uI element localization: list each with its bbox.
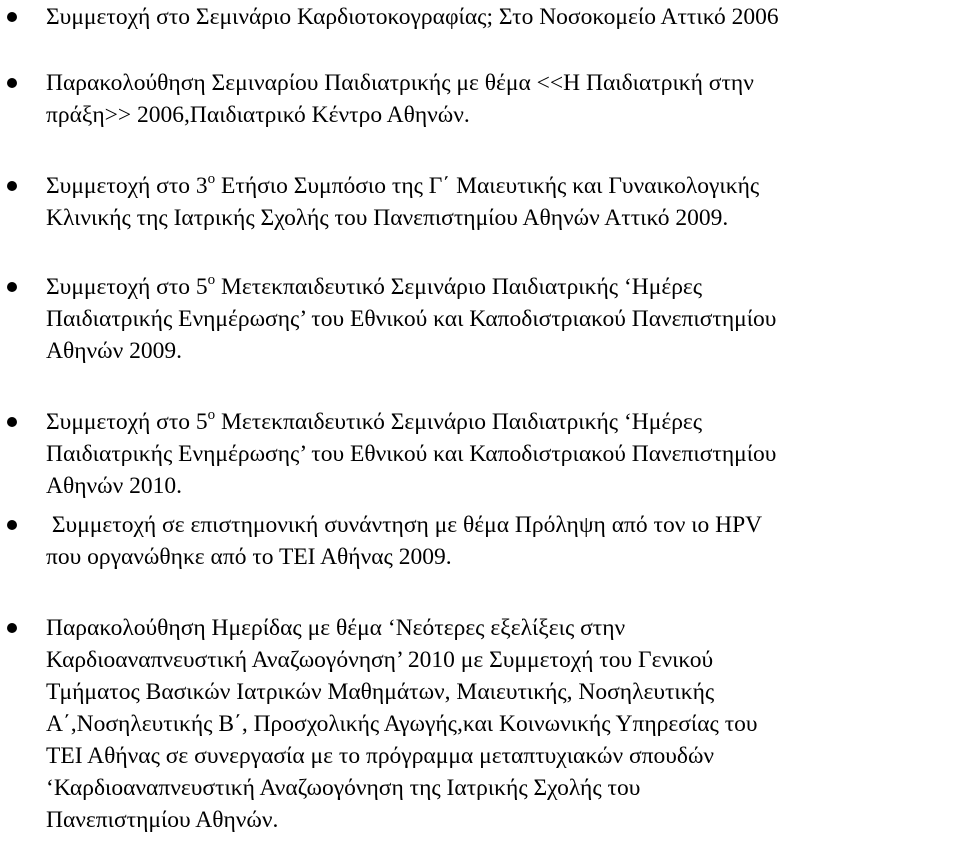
list-item: [46, 170, 958, 234]
item-text-line: Συμμετοχή στο Σεμινάριο Καρδιοτοκογραφίας; Στο Νοσοκομείο Αττικό 2006: [46, 4, 779, 30]
item-first-line: [46, 271, 958, 303]
list-item: [46, 509, 958, 573]
item-text-part: Μετεκπαιδευτικό Σεμινάριο Παιδιατρικής ‘Ημέρες: [215, 274, 703, 300]
item-text-line: ΤΕΙ Αθήνας σε συνεργασία με το πρόγραμμα μεταπτυχιακών σπουδών: [46, 743, 715, 769]
item-text-line: πράξη>> 2006,Παιδιατρικό Κέντρο Αθηνών.: [46, 102, 470, 128]
bullet-icon: [7, 417, 17, 427]
bullet-icon: [7, 12, 17, 22]
item-text-part: Ετήσιο Συμπόσιο της Γ΄ Μαιευτικής και Γυναικολογικής: [215, 173, 760, 199]
list-item: [46, 271, 958, 367]
item-text-part: Συμμετοχή στο 5: [46, 409, 208, 435]
ordinal-superscript: ο: [207, 171, 216, 188]
item-first-line: [46, 170, 958, 202]
list-item: [46, 612, 958, 836]
bullet-icon: [7, 78, 17, 88]
item-text-line: Καρδιοαναπνευστική Αναζωογόνηση’ 2010 με Συμμετοχή του Γενικού: [46, 647, 714, 673]
list-item: [46, 406, 958, 502]
bullet-icon: [7, 282, 17, 292]
bullet-icon: [7, 520, 17, 530]
item-text-line: Συμμετοχή σε επιστημονική συνάντηση με θέμα Πρόληψη από τον ιο HPV: [46, 512, 763, 538]
bullet-icon: [7, 623, 17, 633]
list-item: [46, 1, 958, 33]
item-text-line: που οργανώθηκε από το ΤΕΙ Αθήνας 2009.: [46, 544, 452, 570]
item-text-line: Τμήματος Βασικών Ιατρικών Μαθημάτων, Μαιευτικής, Νοσηλευτικής: [46, 679, 715, 705]
item-text-line: Πανεπιστημίου Αθηνών.: [46, 807, 279, 833]
ordinal-superscript: ο: [207, 407, 216, 424]
item-text-part: Μετεκπαιδευτικό Σεμινάριο Παιδιατρικής ‘Ημέρες: [215, 409, 703, 435]
item-text-part: Συμμετοχή στο 5: [46, 274, 208, 300]
item-text-line: Παιδιατρικής Ενημέρωσης’ του Εθνικού και Καποδιστριακού Πανεπιστημίου: [46, 306, 777, 332]
item-text-line: Παρακολούθηση Ημερίδας με θέμα ‘Νεότερες εξελίξεις στην: [46, 615, 626, 641]
list-item: [46, 67, 958, 131]
item-text-line: Κλινικής της Ιατρικής Σχολής του Πανεπιστημίου Αθηνών Αττικό 2009.: [46, 205, 729, 231]
item-text-line: ‘Καρδιοαναπνευστική Αναζωογόνηση της Ιατρικής Σχολής του: [46, 775, 641, 801]
item-text-line: Παιδιατρικής Ενημέρωσης’ του Εθνικού και Καποδιστριακού Πανεπιστημίου: [46, 441, 777, 467]
item-text-line: Αθηνών 2009.: [46, 338, 182, 364]
item-text-part: Συμμετοχή στο 3: [46, 173, 208, 199]
bullet-icon: [7, 181, 17, 191]
ordinal-superscript: ο: [207, 272, 216, 289]
item-text-line: Αθηνών 2010.: [46, 473, 182, 499]
item-text-line: Παρακολούθηση Σεμιναρίου Παιδιατρικής με θέμα <<Η Παιδιατρική στην: [46, 70, 754, 96]
item-first-line: [46, 406, 958, 438]
item-text-line: Α΄,Νοσηλευτικής Β΄, Προσχολικής Αγωγής,και Κοινωνικής Υπηρεσίας του: [46, 711, 758, 737]
